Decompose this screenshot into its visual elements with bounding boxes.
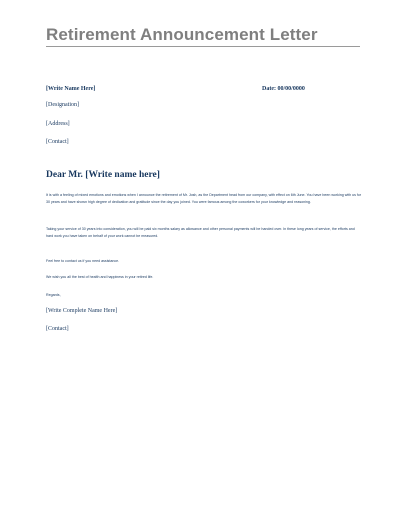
body-paragraph-3: Feel free to contact us if you need assistance.	[46, 259, 120, 263]
signature-name: [Write Complete Name Here]	[46, 308, 118, 314]
sender-address: [Address]	[46, 121, 70, 127]
signature-contact: [Contact]	[46, 326, 69, 332]
body-paragraph-4: We wish you all the best of health and happiness in your retired life.	[46, 275, 154, 279]
sender-designation: [Designation]	[46, 102, 79, 108]
document-title: Retirement Announcement Letter	[46, 25, 318, 44]
salutation: Dear Mr. [Write name here]	[46, 170, 160, 180]
letter-date: Date: 00/00/0000	[262, 86, 305, 92]
title-divider	[46, 46, 360, 47]
sender-name: [Write Name Here]	[46, 86, 96, 92]
sender-contact: [Contact]	[46, 139, 69, 145]
closing-regards: Regards,	[46, 293, 61, 297]
body-paragraph-2: Taking your service of 30 years into consideration, you will be paid six months salary as allowance and other personal payments will be handed over. In these long years of service, the efforts and hard work you have taken on behalf of your work cannot be measured.	[46, 227, 355, 238]
body-paragraph-1: It is with a feeling of mixed emotions and emotions when I announce the retirement of Mr. Josh, as the Department head from our company, with effect on 6th June. You have been working with us for 30 years and have shown high degree of dedication and gratitude since the day you joined. You were famous among the coworkers for your knowledge and reasoning.	[46, 193, 362, 204]
